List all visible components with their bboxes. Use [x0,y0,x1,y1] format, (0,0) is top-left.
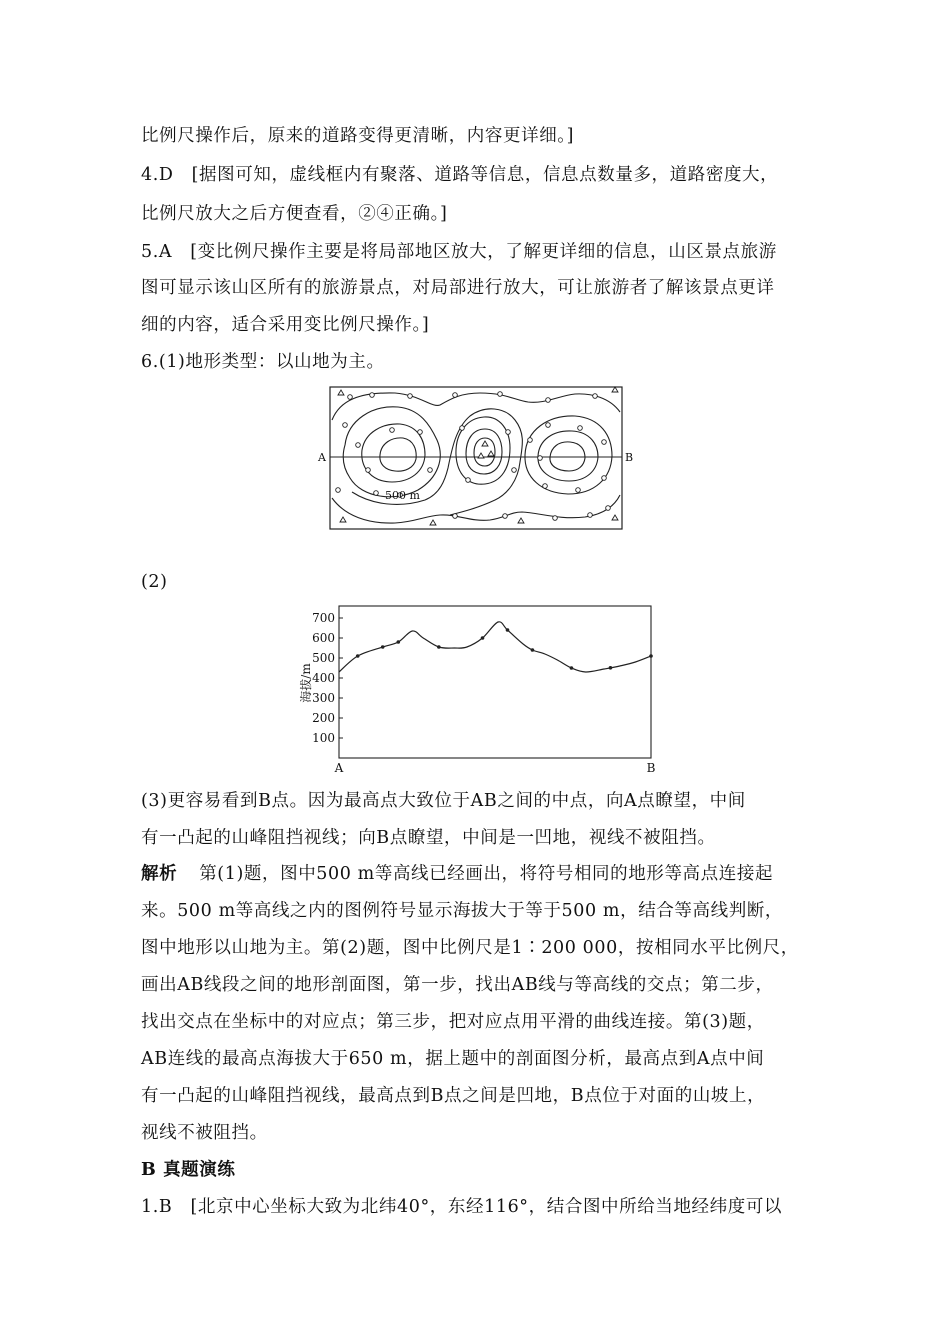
profile-point [506,628,510,632]
profile-point [649,654,653,658]
x-tick-label: A [334,761,344,775]
text-line-17: 有一凸起的山峰阻挡视线，最高点到B点之间是凹地，B点位于对面的山坡上， [141,1086,766,1106]
contour-mid-2 [466,429,502,474]
text-line-12: 来。500 m等高线之内的图例符号显示海拔大于等于500 m，结合等高线判断， [141,901,784,921]
profile-point [570,666,574,670]
text-line-1: 比例尺操作后，原来的道路变得更清晰，内容更详细。] [141,126,575,146]
contour-outer-bottom [332,495,620,523]
profile-line [339,622,651,672]
contour-right-2 [538,431,598,481]
text-line-13: 图中地形以山地为主。第(2)题，图中比例尺是1∶200 000，按相同水平比例尺， [141,938,799,958]
jiexi-text: 第(1)题，图中500 m等高线已经画出，将符号相同的地形等高点连接起 [199,864,774,884]
contour-label-a: A [318,451,326,464]
text-line-2: 4.D [据图可知，虚线框内有聚落、道路等信息，信息点数量多，道路密度大， [141,165,779,185]
contour-point-symbols [336,392,611,521]
y-tick-label: 600 [312,631,335,645]
profile-point [437,645,441,649]
x-tick-label: B [646,761,656,775]
profile-point [481,636,485,640]
text-line-7: 6.(1)地形类型：以山地为主。 [141,352,385,372]
y-tick-label: 300 [312,691,335,705]
text-line-15: 找出交点在坐标中的对应点；第三步，把对应点用平滑的曲线连接。第(3)题， [141,1012,765,1032]
text-line-16: AB连线的最高点海拔大于650 m，据上题中的剖面图分析，最高点到A点中间 [141,1049,765,1069]
profile-point [531,648,535,652]
text-line-6: 细的内容，适合采用变比例尺操作。] [141,315,430,335]
y-tick-label: 200 [312,711,335,725]
y-tick-label: 100 [312,731,335,745]
text-line-18: 视线不被阻挡。 [141,1123,268,1143]
profile-point [381,645,385,649]
chart-plot-area [339,606,651,758]
y-tick-label: 500 [312,651,335,665]
y-tick-label: 400 [312,671,335,685]
text-line-11 [141,862,773,886]
text-line-3: 比例尺放大之后方便查看，②④正确。] [141,204,448,224]
contour-left-1 [343,407,440,497]
text-line-4: 5.A [变比例尺操作主要是将局部地区放大，了解更详细的信息，山区景点旅游 [141,242,777,262]
profile-chart [295,600,655,780]
profile-point [609,666,613,670]
contour-map [318,383,638,543]
y-tick-label: 700 [312,611,335,625]
text-line-8: (2) [141,572,168,592]
contour-label-500m: 500 m [385,489,420,502]
contour-label-b: B [625,451,634,464]
contour-500m [352,409,522,515]
contour-right-3 [550,442,585,471]
y-axis-label: 海拔/m [299,663,313,703]
jiexi-label: 解析 [141,864,178,884]
text-line-5: 图可显示该山区所有的旅游景点，对局部进行放大，可让旅游者了解该景点更详 [141,278,775,298]
profile-point [356,654,360,658]
profile-point [396,640,400,644]
text-line-19: 1.B [北京中心坐标大致为北纬40°，东经116°，结合图中所给当地经纬度可以 [141,1197,783,1217]
contour-left-3 [380,438,416,471]
text-line-9: (3)更容易看到B点。因为最高点大致位于AB之间的中点，向A点瞭望，中间 [141,791,746,811]
text-line-10: 有一凸起的山峰阻挡视线；向B点瞭望，中间是一凹地，视线不被阻挡。 [141,828,716,848]
text-line-14: 画出AB线段之间的地形剖面图，第一步，找出AB线与等高线的交点；第二步， [141,975,774,995]
section-heading: B 真题演练 [141,1160,236,1180]
